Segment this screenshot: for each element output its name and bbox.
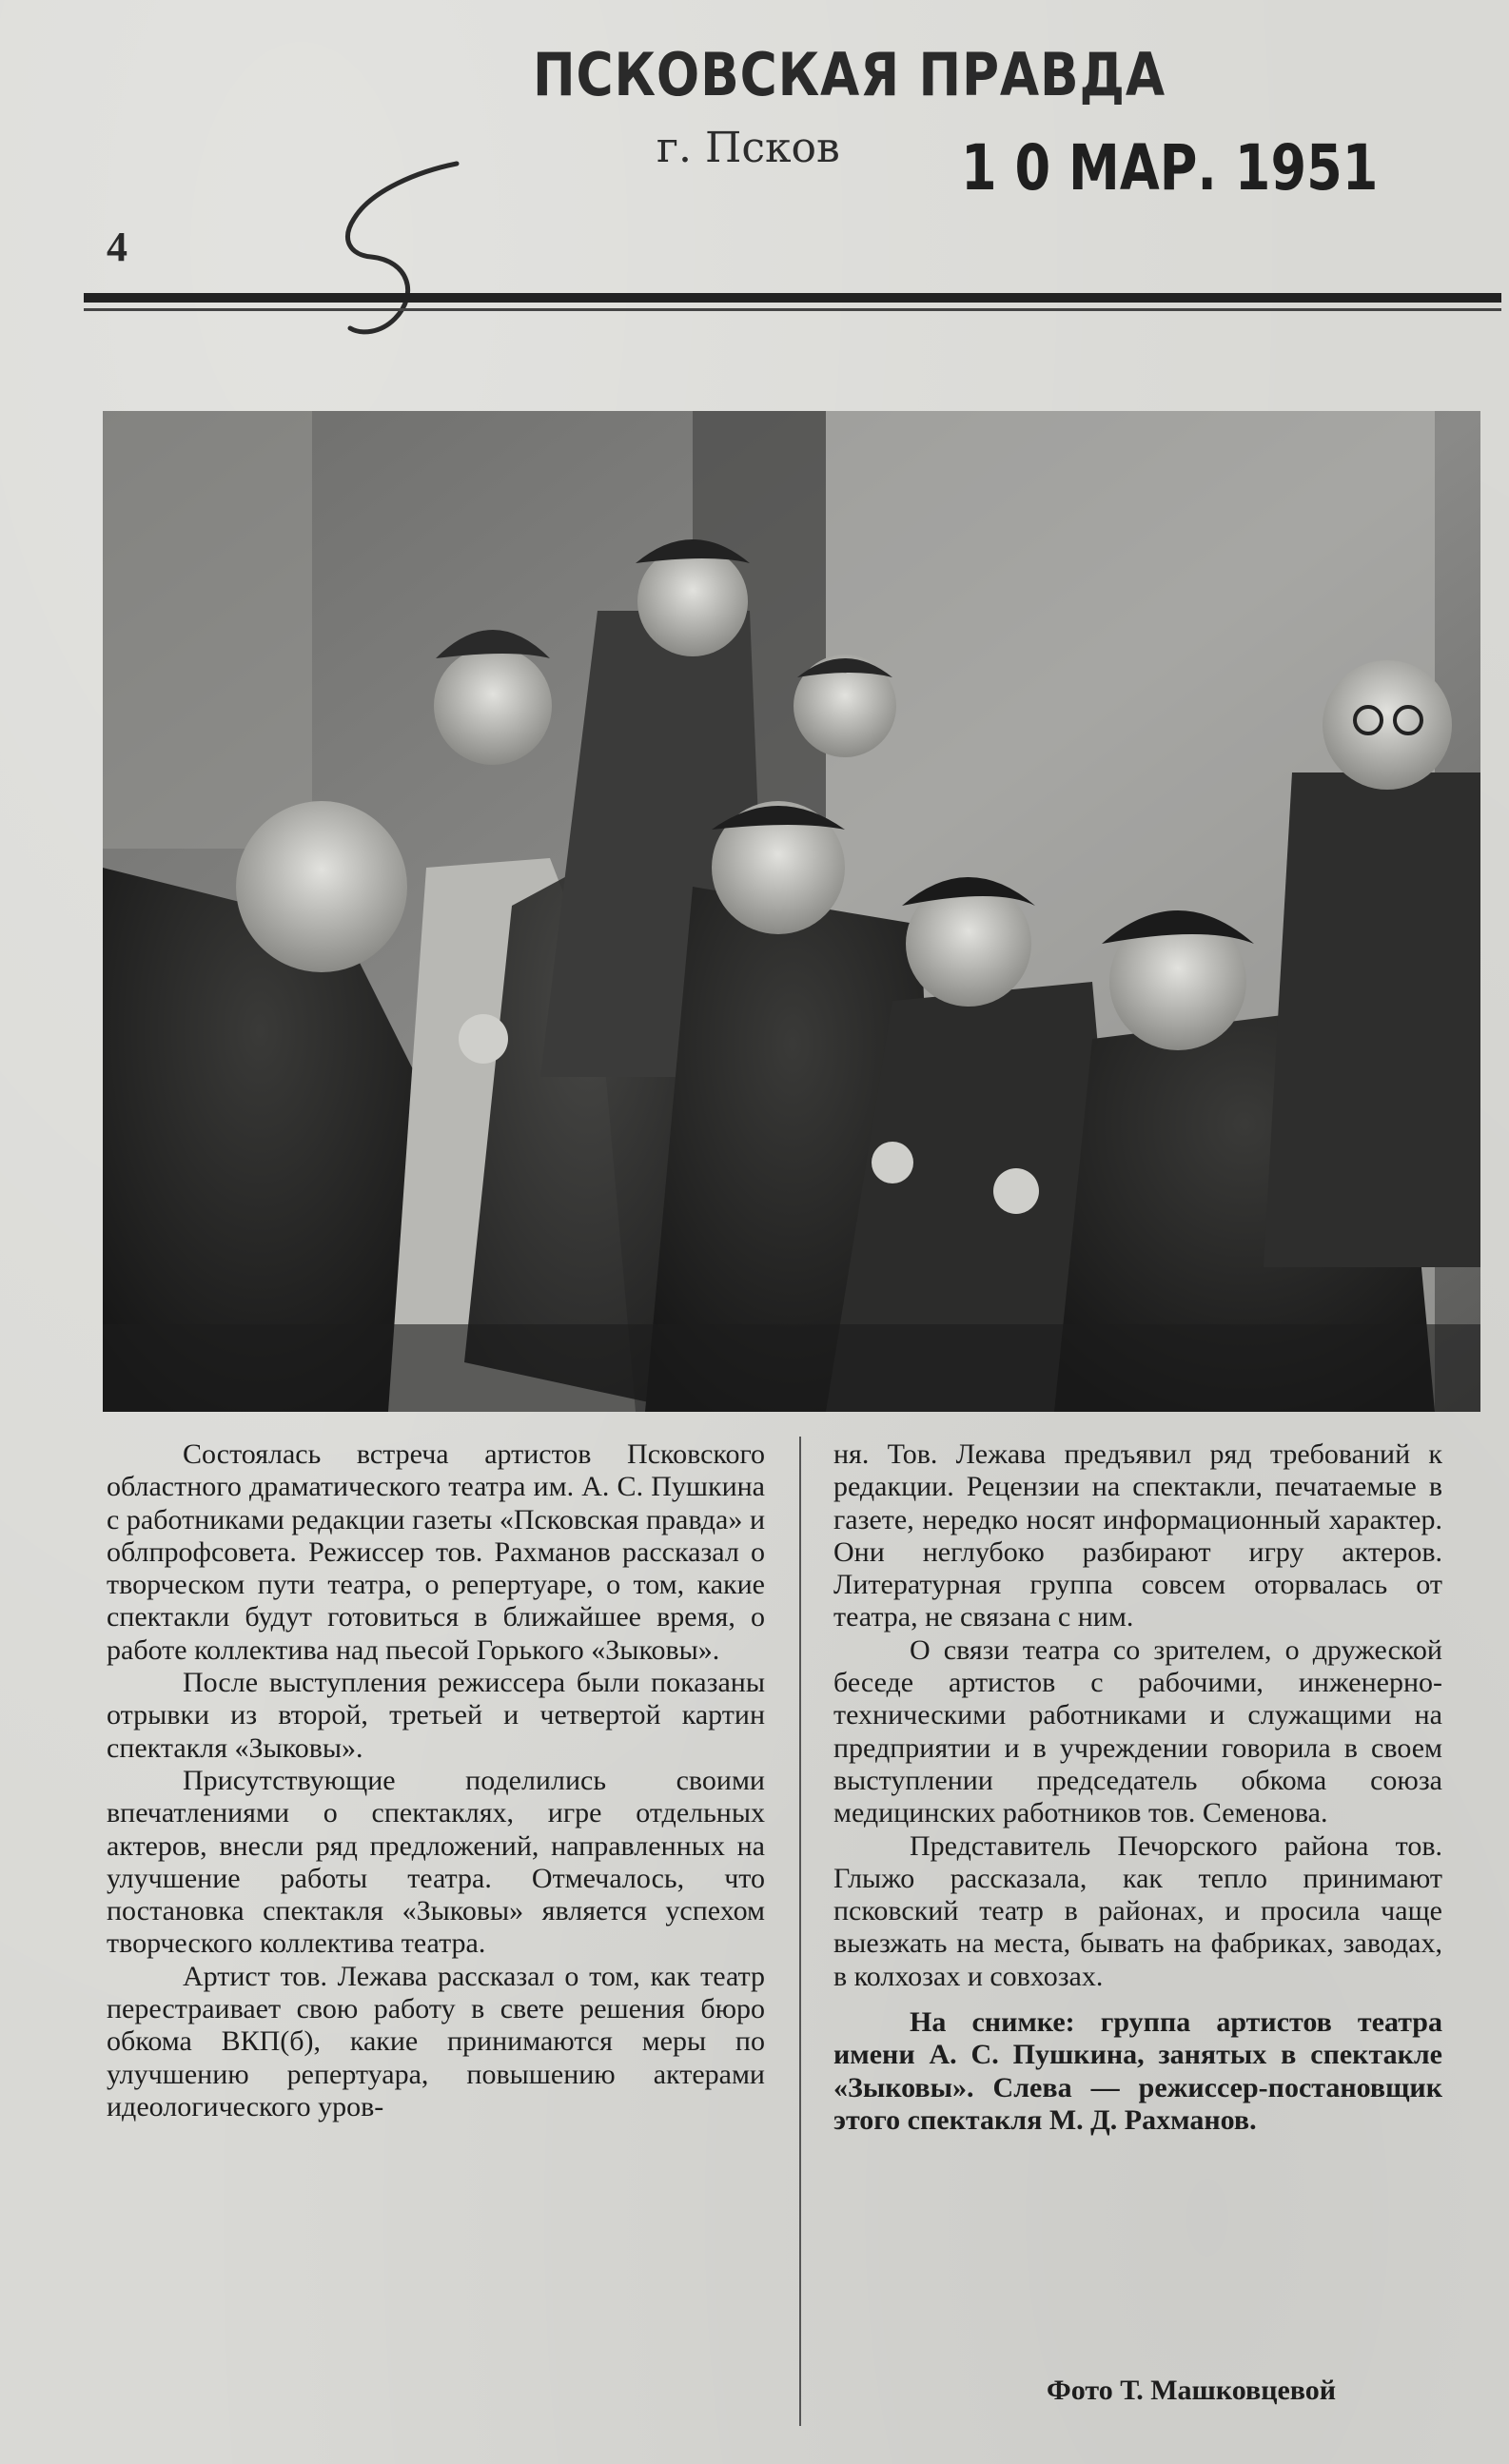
photo-caption-block	[833, 2006, 1442, 2137]
article-paragraph: Состоялась встреча артистов Псковского областного драматического театра им. А. С. Пушкина с работниками редакции газеты «Псковская правда» и облпрофсовета. Режиссер тов. Рахманов рассказал о творческом пути театра, о репертуаре, о том, какие спектакли будут готовиться в ближайшее время, о работе коллектива над пьесой Горького «Зыковы».	[107, 1438, 765, 1666]
column-divider	[799, 1437, 801, 2426]
article-paragraph: ня. Тов. Лежава предъявил ряд требований к редакции. Рецензии на спектакли, печатаемые в газете, нередко носят информационный характер. Они неглубоко разбирают игру актеров. Литературная группа совсем оторвалась от театра, не связана с ним.	[833, 1438, 1442, 1633]
article-paragraph: После выступления режиссера были показаны отрывки из второй, третьей и четвертой картин спектакля «Зыковы».	[107, 1667, 765, 1764]
article-paragraph: Артист тов. Лежава рассказал о том, как театр перестраивает свою работу в свете решения бюро обкома ВКП(б), какие принимаются меры по улучшению репертуара, повышению актерами идеологического уров-	[107, 1960, 765, 2122]
header-rule	[84, 293, 1501, 303]
pencil-mark-icon	[304, 152, 476, 342]
page-number: 4	[107, 224, 127, 270]
bleed-through-text	[133, 342, 1465, 419]
article-paragraph: Представитель Печорского района тов. Глыжо рассказала, как тепло принимают псковский театр в районах, и просила чаще выезжать на места, бывать на фабриках, заводах, в колхозах и совхозах.	[833, 1829, 1442, 1992]
city-stamp: г. Псков	[657, 124, 840, 172]
photo-caption: На снимке: группа артистов театра имени А. С. Пушкина, занятых в спектакле «Зыковы». Слева — режиссер-постановщик этого спектакля М. Д. Рахманов.	[833, 2006, 1442, 2136]
article-paragraph: Присутствующие поделились своими впечатлениями о спектаклях, игре отдельных актеров, внесли ряд предложений, направленных на улучшение работы театра. Отмечалось, что постановка спектакля «Зыковы» является успехом творческого коллектива театра.	[107, 1764, 765, 1960]
article-column-left	[107, 1438, 765, 2123]
article-column-right	[833, 1438, 1442, 2137]
date-stamp: 1 0 МАР. 1951	[961, 131, 1379, 205]
article-paragraph: О связи театра со зрителем, о дружеской беседе артистов с рабочими, инженерно-техническими работниками и служащими на предприятии и в учреждении говорила в своем выступлении председатель обкома союза медицинских работников тов. Семенова.	[833, 1633, 1442, 1829]
group-photo	[103, 411, 1480, 1412]
newspaper-title-stamp: ПСКОВСКАЯ ПРАВДА	[533, 40, 1166, 109]
photo-credit: Фото Т. Машковцевой	[1047, 2375, 1337, 2406]
group-photo-icon	[103, 411, 1480, 1412]
header-rule-thin	[84, 308, 1501, 311]
